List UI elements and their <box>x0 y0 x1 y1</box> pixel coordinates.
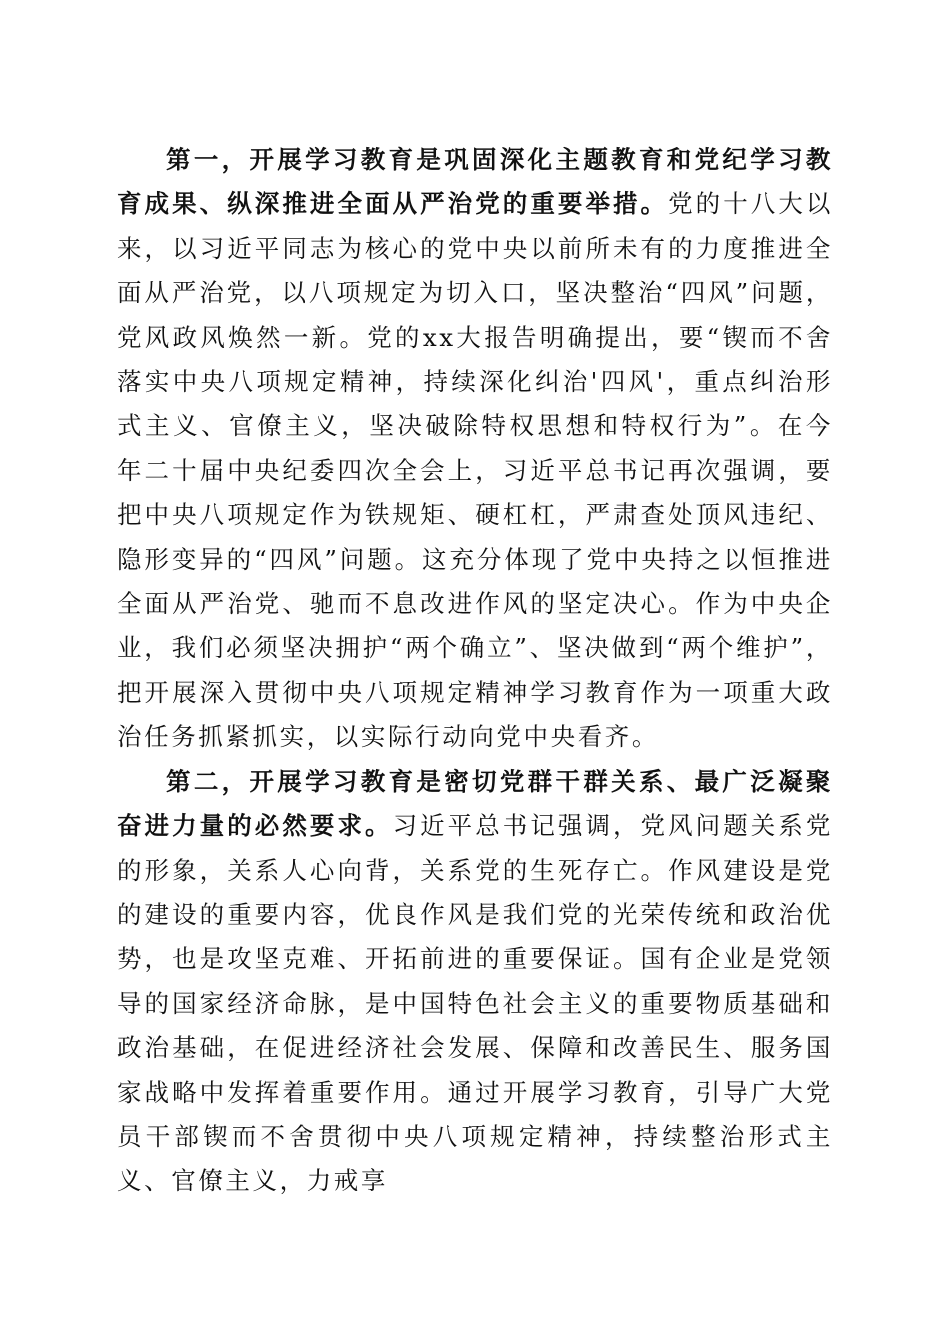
paragraph-second-lead: 第二，开展学习教育是密切党群干群关系、最广泛凝聚奋进力量的必然要求。 <box>117 766 833 841</box>
paragraph-second <box>117 760 833 1204</box>
paragraph-first-lead: 第一，开展学习教育是巩固深化主题教育和党纪学习教育成果、纵深推进全面从严治党的重要举措。 <box>117 145 833 219</box>
document-body <box>117 138 833 1204</box>
paragraph-second-body: 习近平总书记强调，党风问题关系党的形象，关系人心向背，关系党的生死存亡。作风建设是党的建设的重要内容，优良作风是我们党的光荣传统和政治优势，也是攻坚克难、开拓前进的重要保证。国有企业是党领导的国家经济命脉，是中国特色社会主义的重要物质基础和政治基础，在促进经济社会发展、保障和改善民生、服务国家战略中发挥着重要作用。通过开展学习教育，引导广大党员干部锲而不舍贯彻中央八项规定精神，持续整治形式主义、官僚主义，力戒享 <box>117 811 833 1196</box>
paragraph-first-body: 党的十八大以来，以习近平同志为核心的党中央以前所未有的力度推进全面从严治党，以八项规定为切入口，坚决整治“四风”问题，党风政风焕然一新。党的xx大报告明确提出，要“锲而不舍落实中央八项规定精神，持续深化纠治'四风'，重点纠治形式主义、官僚主义，坚决破除特权思想和特权行为”。在今年二十届中央纪委四次全会上，习近平总书记再次强调，要把中央八项规定作为铁规矩、硬杠杠，严肃查处顶风违纪、隐形变异的“四风”问题。这充分体现了党中央持之以恒推进全面从严治党、驰而不息改进作风的坚定决心。作为中央企业，我们必须坚决拥护“两个确立”、坚决做到“两个维护”，把开展深入贯彻中央八项规定精神学习教育作为一项重大政治任务抓紧抓实，以实际行动向党中央看齐。 <box>117 189 834 752</box>
paragraph-first <box>117 138 833 760</box>
